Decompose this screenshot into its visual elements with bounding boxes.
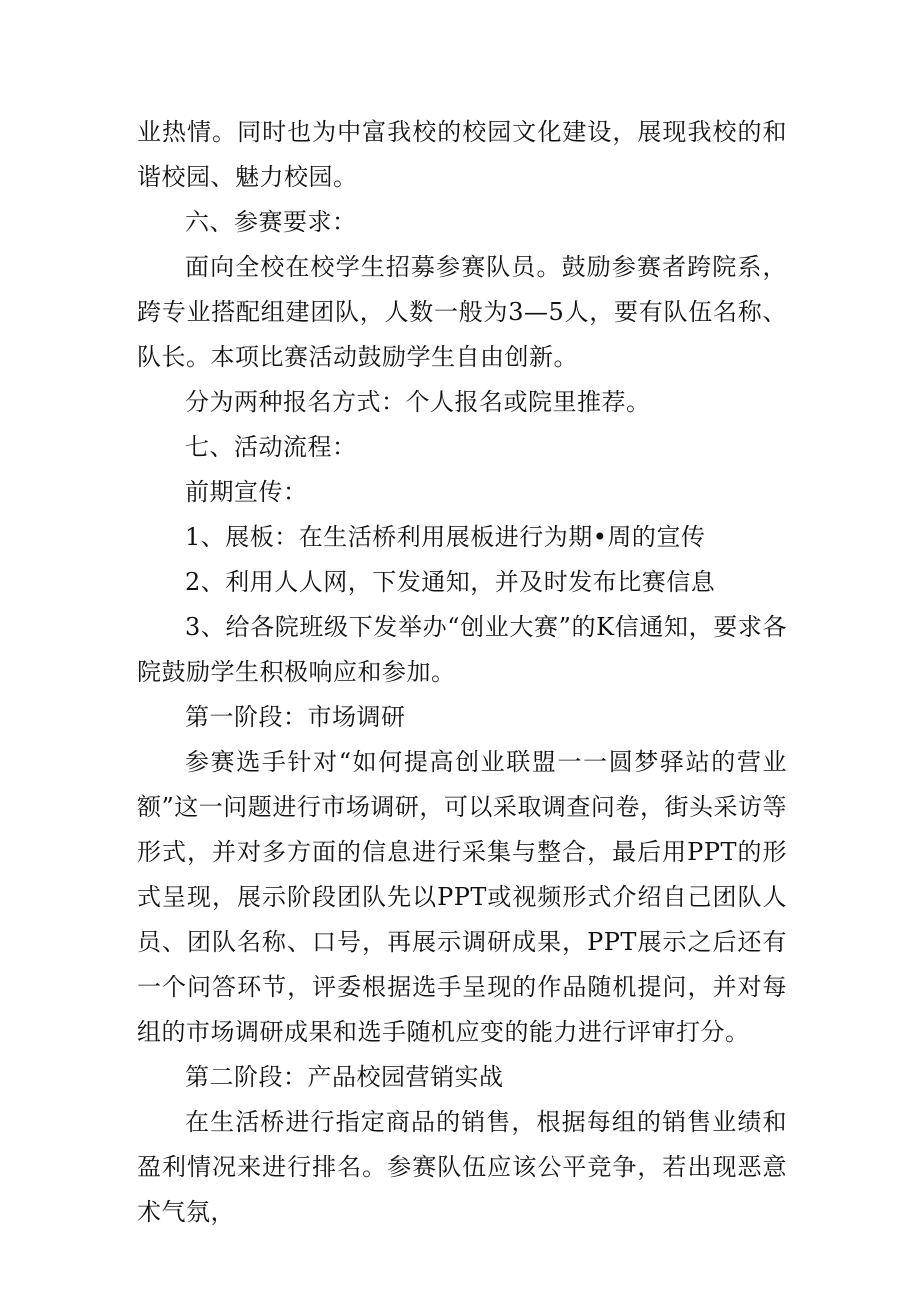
list-item-notice: 3、给各院班级下发举办“创业大赛”的K信通知，要求各院鼓励学生积极响应和参加。 bbox=[137, 613, 787, 686]
list-item-display-board: 1、展板：在生活桥利用展板进行为期•周的宣传 bbox=[185, 523, 706, 551]
paragraph-recruitment: 面向全校在校学生招募参赛队员。鼓励参赛者跨院系，跨专业搭配组建团队，人数一般为3—5人，要有队伍名称、队长。本项比赛活动鼓励学生自由创新。 bbox=[137, 253, 787, 371]
paragraph-sales-practice: 在生活桥进行指定商品的销售，根据每组的销售业绩和盈利情况来进行排名。参赛队伍应该公平竞争，若出现恶意术气氛， bbox=[137, 1108, 787, 1226]
paragraph-market-research: 参赛选手针对“如何提高创业联盟一一圆梦驿站的营业额”这一问题进行市场调研，可以采取调查问卷，街头采访等形式，并对多方面的信息进行采集与整合，最后用PPT的形式呈现，展示阶段团队先以PPT或视频形式介绍自己团队人员、团队名称、口号，再展示调研成果，PPT展示之后还有一个问答环节，评委根据选手呈现的作品随机提问，并对每组的市场调研成果和选手随机应变的能力进行评审打分。 bbox=[137, 748, 787, 1046]
subheading-stage-two: 第二阶段：产品校园营销实战 bbox=[185, 1063, 504, 1091]
list-item-renren: 2、利用人人网，下发通知，并及时发布比赛信息 bbox=[185, 568, 716, 596]
paragraph-registration-methods: 分为两种报名方式：个人报名或院里推荐。 bbox=[185, 388, 651, 416]
paragraph-continuation: 业热情。同时也为中富我校的校园文化建设，展现我校的和谐校园、魅力校园。 bbox=[137, 118, 787, 191]
subheading-publicity: 前期宣传： bbox=[185, 478, 308, 506]
section-heading-process: 七、活动流程： bbox=[185, 433, 357, 461]
document-body bbox=[137, 110, 787, 1235]
subheading-stage-one: 第一阶段：市场调研 bbox=[185, 703, 406, 731]
section-heading-requirements: 六、参赛要求： bbox=[185, 208, 357, 236]
